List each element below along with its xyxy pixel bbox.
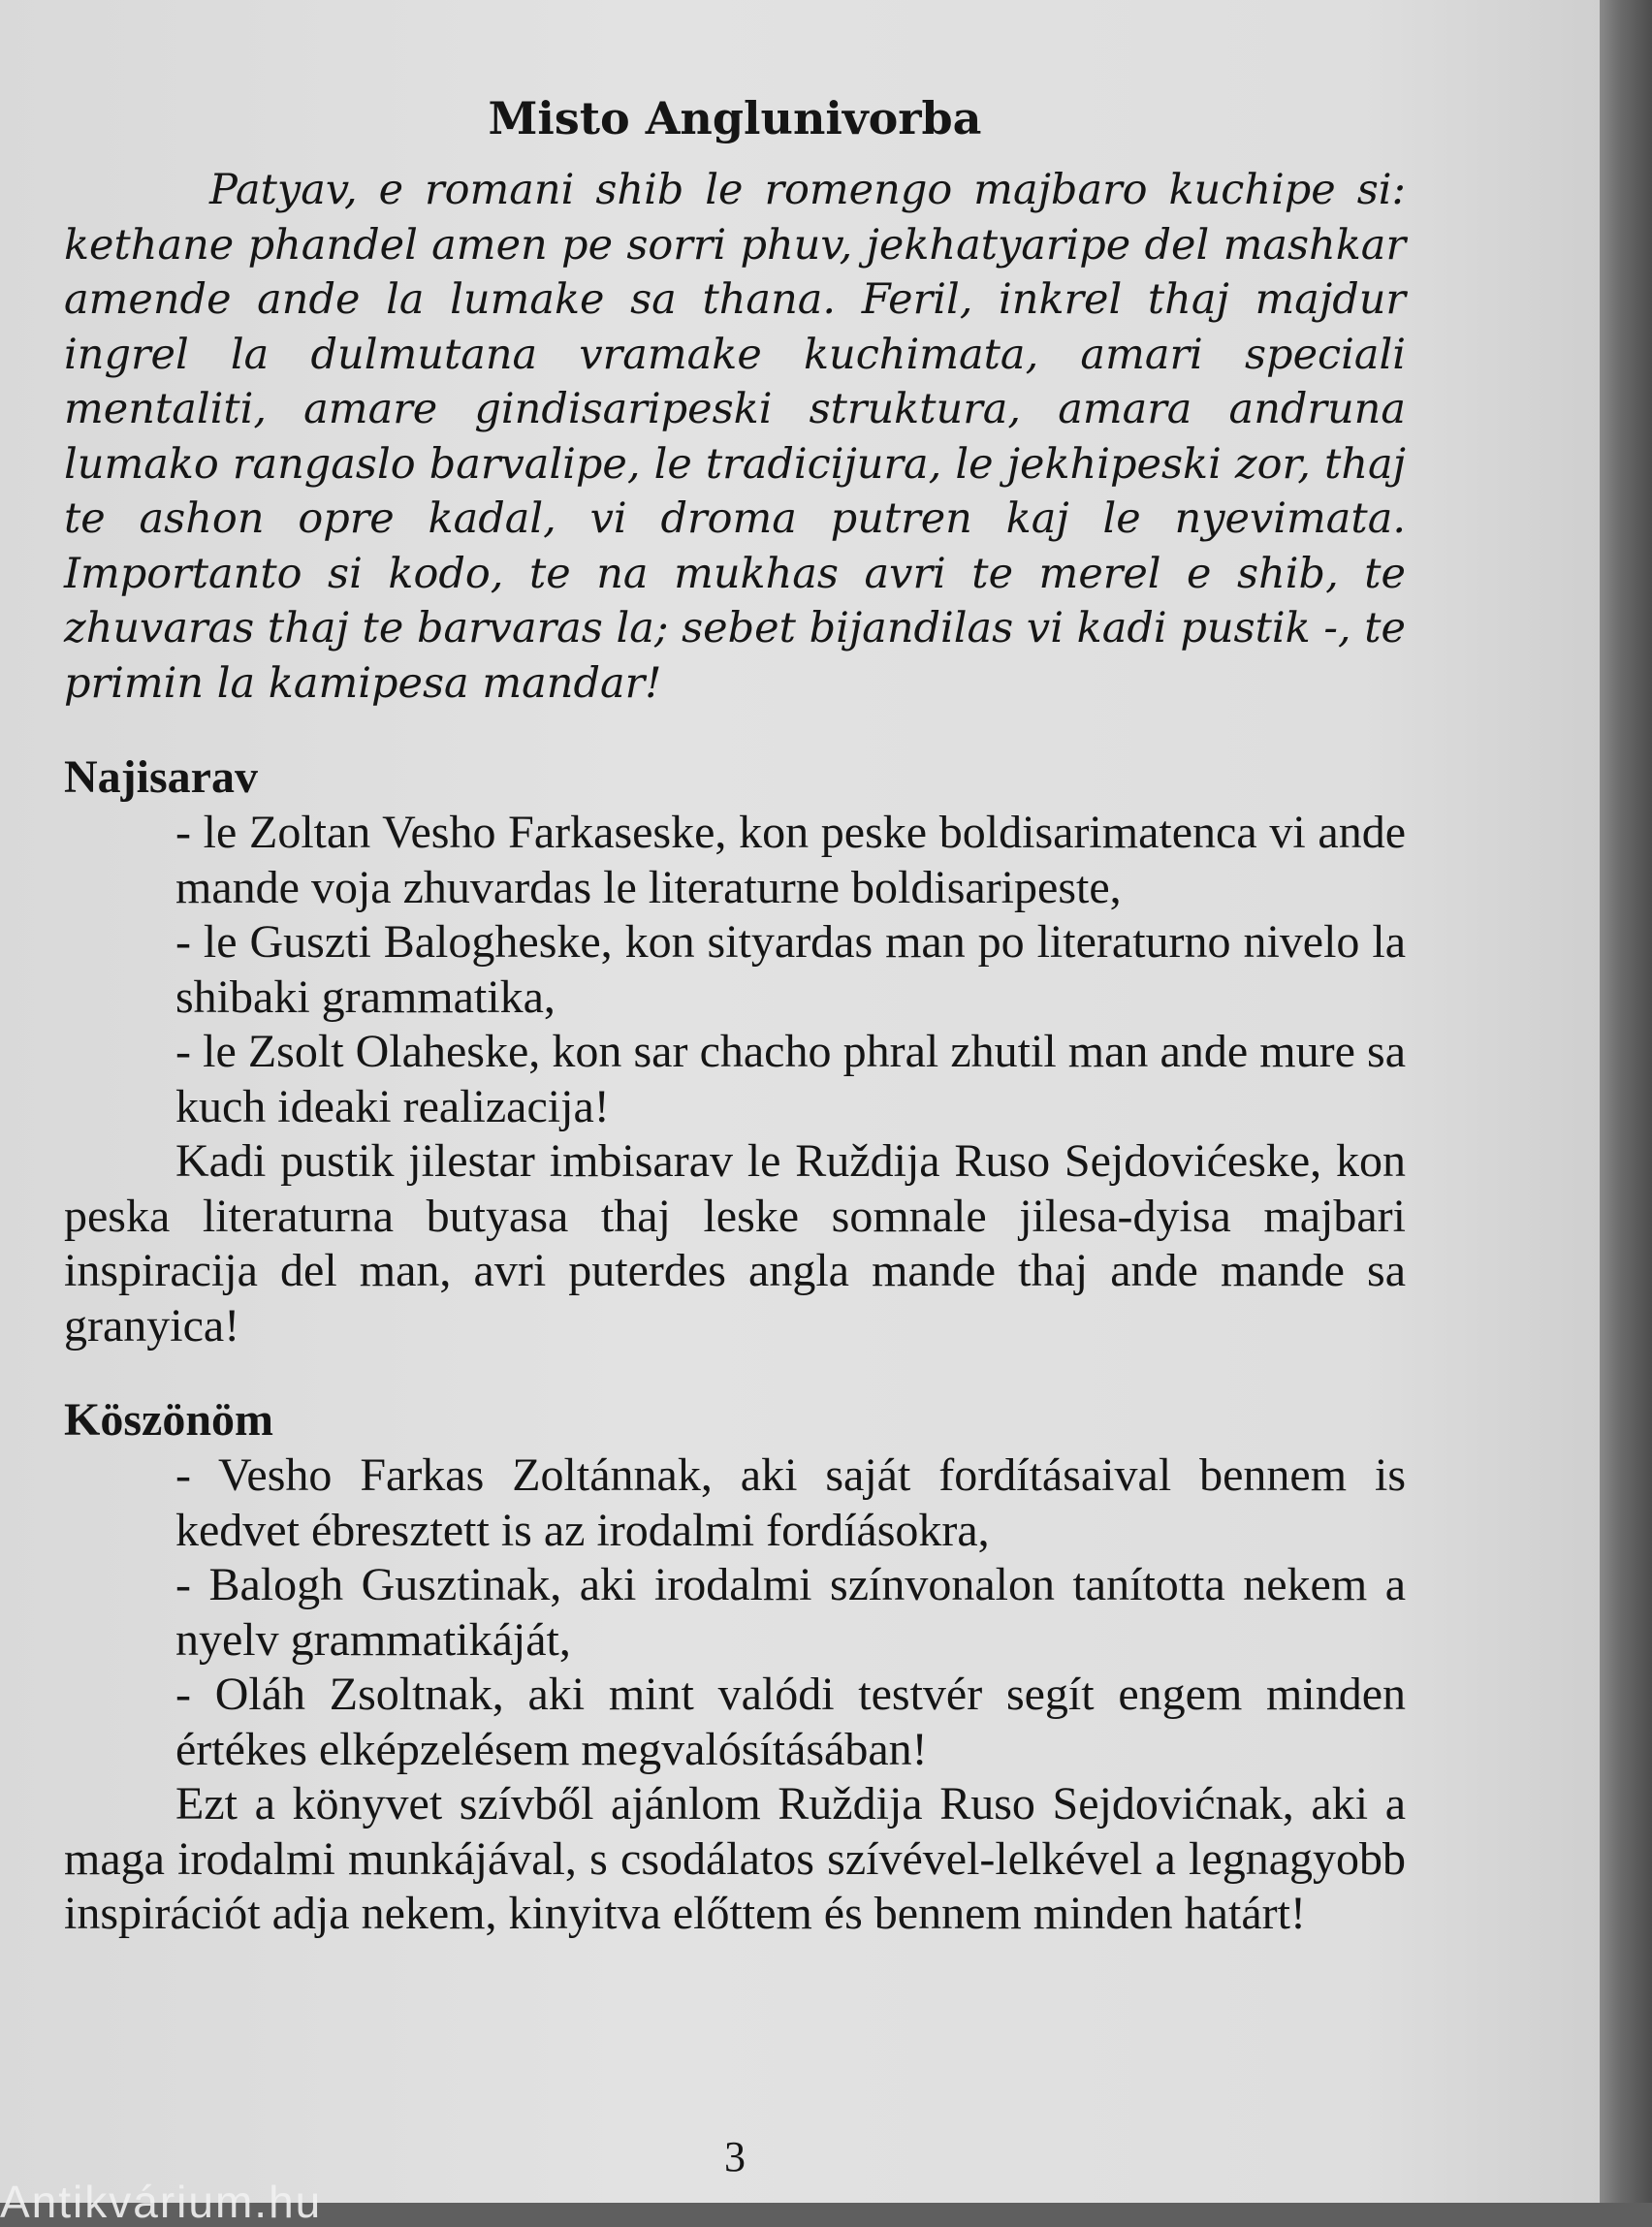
page-content [64, 87, 1406, 1942]
section-heading-najisarav: Najisarav [64, 751, 258, 803]
page-title: Misto Anglunivorba [488, 92, 982, 144]
watermark: Antikvárium.hu [0, 2177, 323, 2227]
list-item: - Balogh Gusztinak, aki irodalmi színvonalon tanította nekem a nyelv grammatikáját, [175, 1559, 1406, 1666]
list-item: - le Zoltan Vesho Farkaseske, kon peske boldisarimatenca vi ande mande voja zhuvardas le literaturne boldisaripeste, [175, 807, 1406, 913]
list-item: - Vesho Farkas Zoltánnak, aki saját fordításaival bennem is kedvet ébresztett is az irodalmi fordíásokra, [175, 1449, 1406, 1556]
book-spine-edge [1600, 0, 1652, 2203]
thanks-list-hungarian [175, 1448, 1406, 1777]
section-heading-koszonom: Köszönöm [64, 1394, 273, 1446]
list-item: - le Zsolt Olaheske, kon sar chacho phral zhutil man ande mure sa kuch ideaki realizacija! [175, 1026, 1406, 1132]
list-item: - le Guszti Balogheske, kon sityardas man po literaturno nivelo la shibaki grammatika, [175, 916, 1406, 1023]
intro-paragraph: Patyav, e romani shib le romengo majbaro kuchipe si: kethane phandel amen pe sorri phuv, jekhatyaripe del mashkar amende ande la lumake sa thana. Feril, inkrel thaj majdur ingrel la dulmutana vramake kuchimata, amari speciali mentaliti, amare gindisaripeski struktura, amara andruna lumako rangaslo barvalipe, le tradicijura, le jekhipeski zor, thaj te ashon opre kadal, vi droma putren kaj le nyevimata. Importanto si kodo, te na mukhas avri te merel e shib, te zhuvaras thaj te barvaras la; sebet bijandilas vi kadi pustik -, te primin la kamipesa mandar! [64, 166, 1406, 708]
thanks-list-romani [175, 806, 1406, 1134]
dedication-paragraph-hungarian: Ezt a könyvet szívből ajánlom Ruždija Ruso Sejdovićnak, aki a maga irodalmi munkájával, s csodálatos szívével-lelkével a legnagyobb inspirációt adja nekem, kinyitva előttem és bennem minden határt! [64, 1778, 1406, 1939]
page-number: 3 [724, 2133, 746, 2180]
dedication-paragraph-romani: Kadi pustik jilestar imbisarav le Ruždija Ruso Sejdovićeske, kon peska literaturna butyasa thaj leske somnale jilesa-dyisa majbari inspiracija del man, avri puterdes angla mande thaj ande mande sa granyica! [64, 1135, 1406, 1352]
list-item: - Oláh Zsoltnak, aki mint valódi testvér segít engem minden értékes elképzelésem megvalósításában! [175, 1669, 1406, 1775]
